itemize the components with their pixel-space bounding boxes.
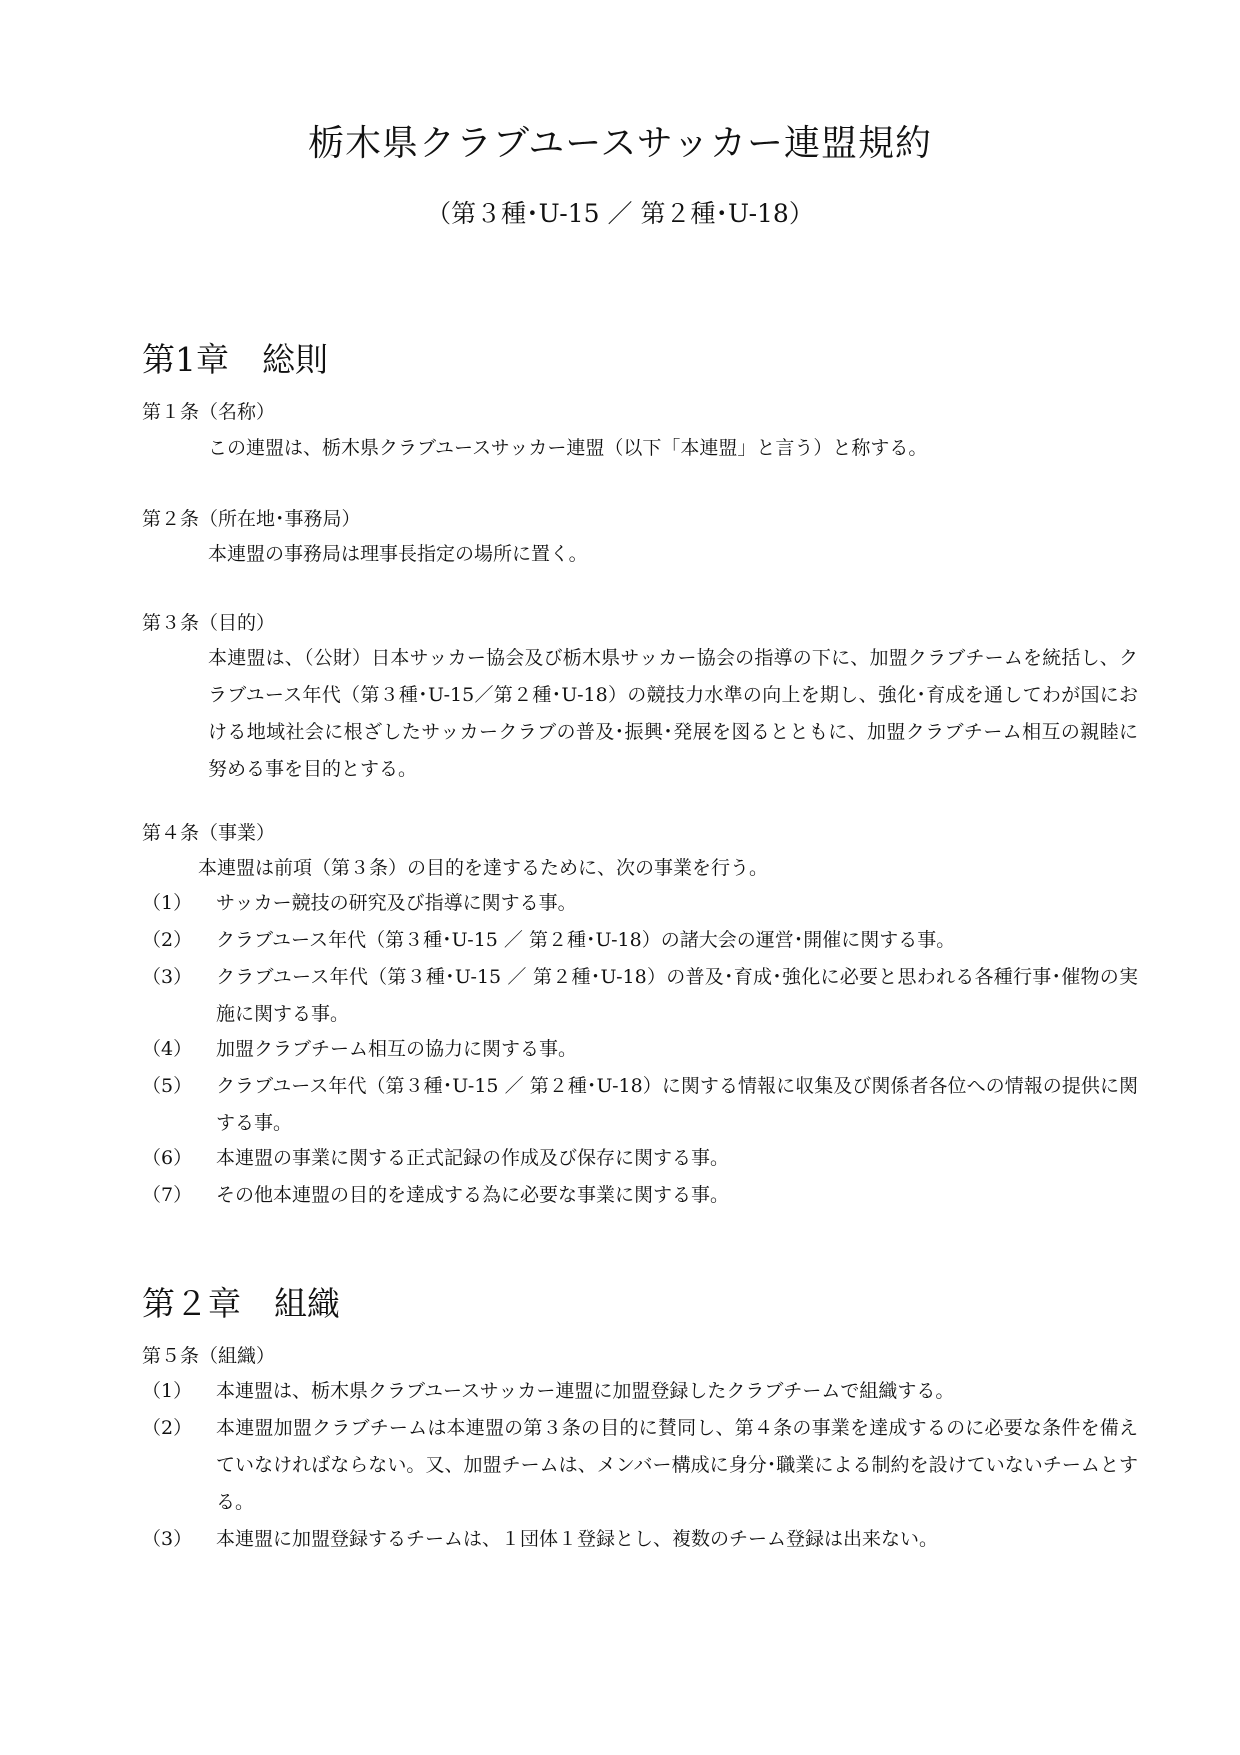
article-2-heading: 第２条（所在地･事務局） (142, 508, 361, 530)
item-text: 加盟クラブチーム相互の協力に関する事。 (216, 1038, 578, 1060)
document-subtitle: （第３種･U-15 ／ 第２種･U-18） (426, 199, 814, 228)
article-4-heading: 第４条（事業） (142, 822, 276, 844)
item-number: （5） (142, 1075, 193, 1097)
item-text: サッカー競技の研究及び指導に関する事。 (216, 892, 577, 914)
item-text: クラブユース年代（第３種･U-15 ／ 第２種･U-18）の諸大会の運営･開催に関する事。 (216, 929, 956, 951)
item-number: （1） (142, 1380, 193, 1402)
item-text: 本連盟の事業に関する正式記録の作成及び保存に関する事。 (216, 1147, 730, 1169)
item-number: （7） (142, 1184, 193, 1206)
item-text: クラブユース年代（第３種･U-15 ／ 第２種･U-18）の普及･育成･強化に必要と思われる各種行事･催物の実施に関する事。 (216, 966, 1138, 1025)
article-1-heading: 第１条（名称） (142, 401, 276, 423)
item-text: クラブユース年代（第３種･U-15 ／ 第２種･U-18）に関する情報に収集及び関係者各位への情報の提供に関する事。 (216, 1075, 1138, 1134)
chapter-1-heading: 第1章 総則 (142, 340, 328, 379)
article-3-heading: 第３条（目的） (142, 612, 276, 634)
article-2-body: 本連盟の事務局は理事長指定の場所に置く。 (208, 543, 588, 565)
item-text: 本連盟加盟クラブチームは本連盟の第３条の目的に賛同し、第４条の事業を達成するのに必要な条件を備えていなければならない。又、加盟チームは、メンバー構成に身分･職業による制約を設けていないチームとする。 (216, 1417, 1138, 1513)
item-number: （1） (142, 892, 193, 914)
item-text: 本連盟に加盟登録するチームは、１団体１登録とし、複数のチーム登録は出来ない。 (216, 1528, 939, 1550)
item-number: （2） (142, 929, 193, 951)
item-number: （3） (142, 966, 193, 988)
article-1-body: この連盟は、栃木県クラブユースサッカー連盟（以下「本連盟」と言う）と称する。 (208, 437, 928, 459)
article-3-body: 本連盟は、（公財）日本サッカー協会及び栃木県サッカー協会の指導の下に、加盟クラブチームを統括し、クラブユース年代（第３種･U-15／第２種･U-18）の競技力水準の向上を期し、強化･育成を通してわが国における地域社会に根ざしたサッカークラブの普及･振興･発展を図るとともに、加盟クラブチーム相互の親睦に努める事を目的とする。 (208, 647, 1138, 780)
item-text: 本連盟は、栃木県クラブユースサッカー連盟に加盟登録したクラブチームで組織する。 (216, 1380, 955, 1402)
item-number: （2） (142, 1417, 193, 1439)
article-4-intro: 本連盟は前項（第３条）の目的を達するために、次の事業を行う。 (198, 857, 769, 879)
item-number: （6） (142, 1147, 193, 1169)
chapter-2-heading: 第２章 組織 (142, 1284, 340, 1323)
article-5-heading: 第５条（組織） (142, 1345, 276, 1367)
item-number: （4） (142, 1038, 193, 1060)
document-title: 栃木県クラブユースサッカー連盟規約 (308, 123, 932, 164)
item-number: （3） (142, 1528, 193, 1550)
item-text: その他本連盟の目的を達成する為に必要な事業に関する事。 (216, 1184, 730, 1206)
